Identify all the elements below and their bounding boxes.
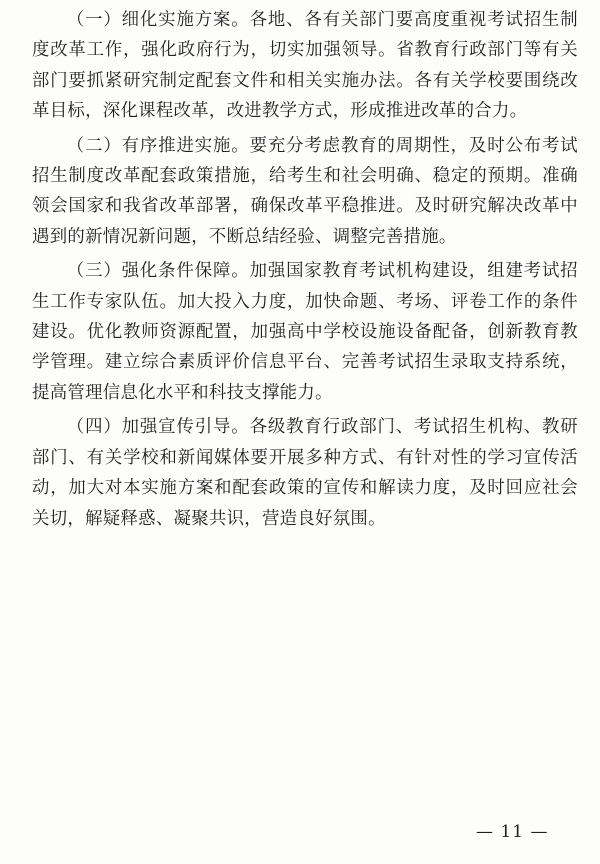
paragraph-refine-plan: （一）细化实施方案。各地、各有关部门要高度重视考试招生制度改革工作，强化政府行为，切实加强领导。省教育行政部门等有关部门要抓紧研究制定配套文件和相关实施办法。各有关学校要围绕改革目标，深化课程改革，改进教学方式，形成推进改革的合力。 xyxy=(32,10,578,122)
page-number: — 11 — xyxy=(476,822,549,842)
document-body xyxy=(32,5,578,534)
paragraph-publicity-guidance: （四）加强宣传引导。各级教育行政部门、考试招生机构、教研部门、有关学校和新闻媒体要开展多种方式、有针对性的学习宣传活动，加大对本实施方案和配套政策的宣传和解读力度，及时回应社会关切，解疑释惑、凝聚共识，营造良好氛围。 xyxy=(32,417,578,529)
paragraph-strengthen-support: （三）强化条件保障。加强国家教育考试机构建设，组建考试招生工作专家队伍。加大投入力度，加快命题、考场、评卷工作的条件建设。优化教师资源配置，加强高中学校设施设备配备，创新教育教学管理。建立综合素质评价信息平台、完善考试招生录取支持系统，提高管理信息化水平和科技支撑能力。 xyxy=(32,261,578,403)
paragraph-orderly-implementation: （二）有序推进实施。要充分考虑教育的周期性，及时公布考试招生制度改革配套政策措施，给考生和社会明确、稳定的预期。准确领会国家和我省改革部署，确保改革平稳推进。及时研究解决改革中遇到的新情况新问题，不断总结经验、调整完善措施。 xyxy=(32,135,578,247)
